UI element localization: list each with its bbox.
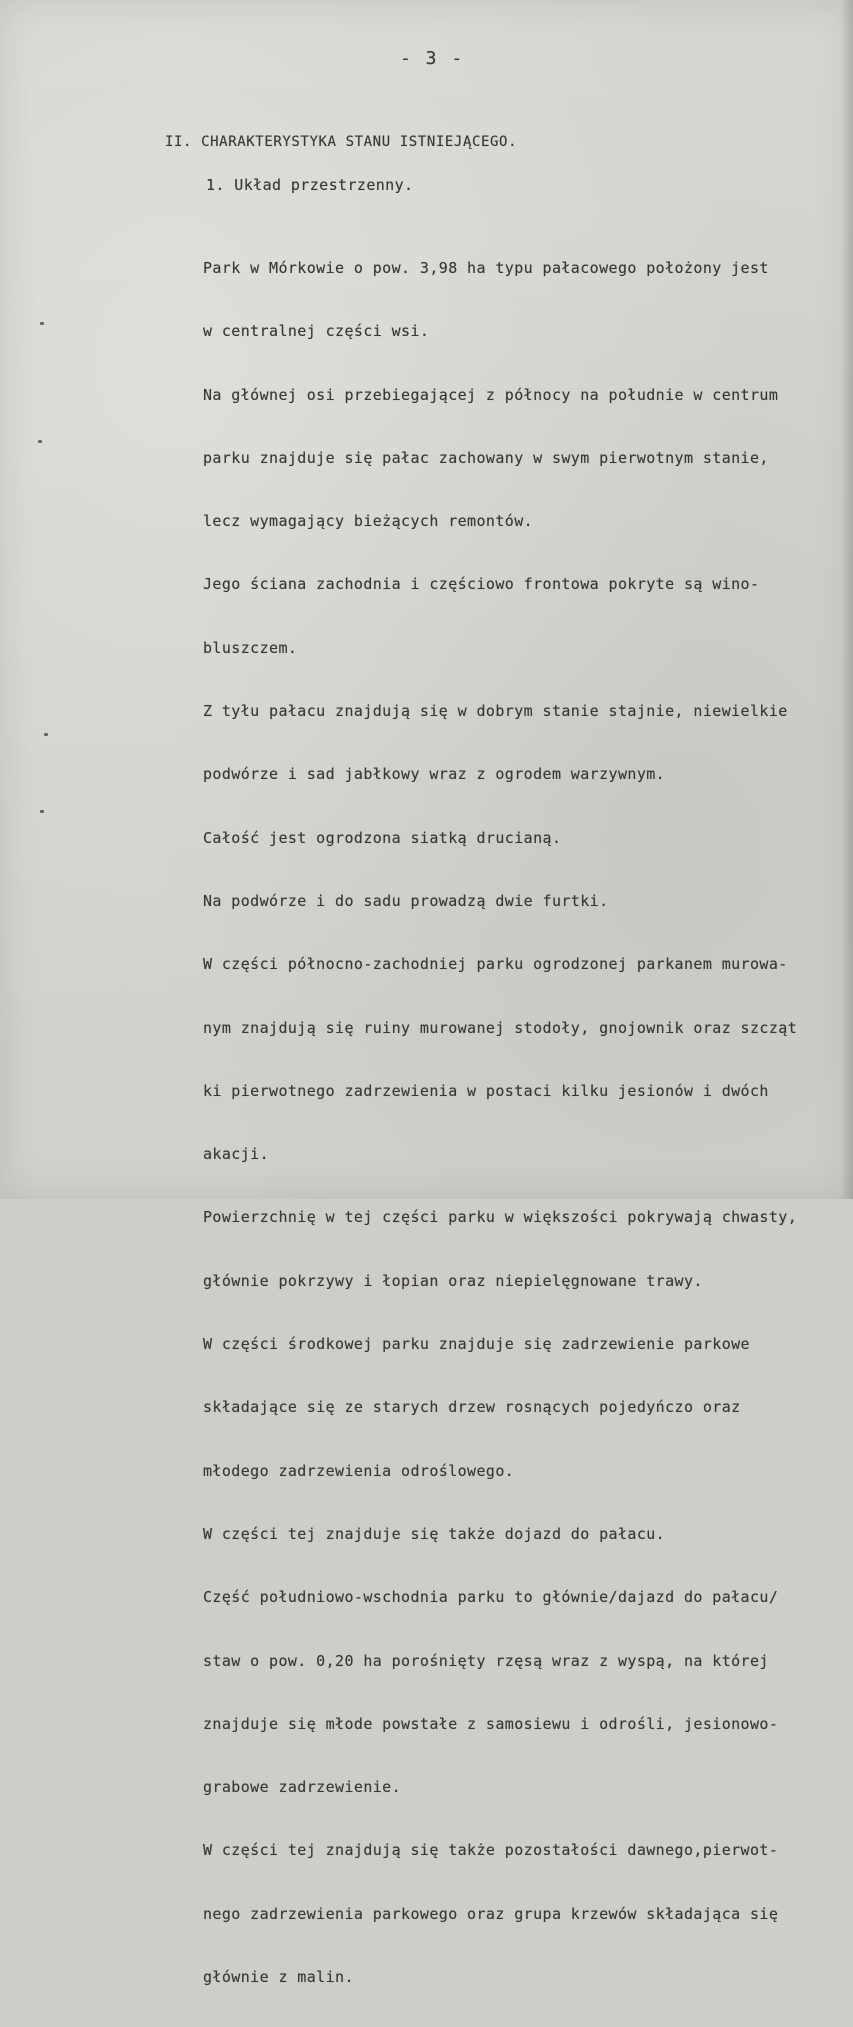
- body-line: Na głównej osi przebiegającej z północy na południe w centrum: [203, 385, 779, 404]
- body-line: Jego ściana zachodnia i częściowo frontowa pokryte są wino-: [203, 575, 760, 594]
- body-line: ki pierwotnego zadrzewienia w postaci kilku jesionów i dwóch: [203, 1081, 769, 1100]
- body-line: W części środkowej parku znajduje się zadrzewienie parkowe: [203, 1335, 750, 1354]
- body-line: bluszczem.: [203, 638, 298, 657]
- body-line: nym znajdują się ruiny murowanej stodoły, gnojownik oraz szcząt: [203, 1018, 798, 1037]
- margin-speck: [38, 440, 42, 443]
- body-line: W części północno-zachodniej parku ogrodzonej parkanem murowa-: [203, 955, 788, 974]
- body-line: w centralnej części wsi.: [203, 322, 430, 341]
- body-line: akacji.: [203, 1145, 270, 1164]
- body-line: staw o pow. 0,20 ha porośnięty rzęsą wraz z wyspą, na której: [203, 1651, 769, 1670]
- body-text: [203, 219, 853, 2027]
- body-line: głównie pokrzywy i łopian oraz niepielęgnowane trawy.: [203, 1271, 703, 1290]
- body-line: Na podwórze i do sadu prowadzą dwie furtki.: [203, 891, 609, 910]
- body-line: nego zadrzewienia parkowego oraz grupa krzewów składająca się: [203, 1904, 779, 1923]
- body-line: głównie z malin.: [203, 1968, 354, 1987]
- margin-speck: [44, 733, 48, 736]
- body-line: lecz wymagający bieżących remontów.: [203, 512, 534, 531]
- body-line: podwórze i sad jabłkowy wraz z ogrodem warzywnym.: [203, 765, 666, 784]
- margin-speck: [40, 322, 44, 325]
- body-line: W części tej znajduje się także dojazd do pałacu.: [203, 1524, 666, 1543]
- body-line: składające się ze starych drzew rosnących pojedyńczo oraz: [203, 1398, 741, 1417]
- body-line: Park w Mórkowie o pow. 3,98 ha typu pałacowego położony jest: [203, 259, 769, 277]
- body-line: Część południowo-wschodnia parku to głównie/dajazd do pałacu/: [203, 1588, 779, 1607]
- body-line: Powierzchnię w tej części parku w większości pokrywają chwasty,: [203, 1208, 798, 1227]
- body-line: grabowe zadrzewienie.: [203, 1778, 402, 1797]
- body-line: W części tej znajdują się także pozostałości dawnego,pierwot-: [203, 1841, 779, 1860]
- body-line: Z tyłu pałacu znajdują się w dobrym stanie stajnie, niewielkie: [203, 702, 788, 721]
- section-title: II. CHARAKTERYSTYKA STANU ISTNIEJĄCEGO.: [165, 134, 518, 150]
- body-line: parku znajduje się pałac zachowany w swym pierwotnym stanie,: [203, 448, 769, 467]
- margin-speck: [40, 810, 44, 813]
- body-line: Całość jest ogrodzona siatką drucianą.: [203, 828, 562, 847]
- subsection-title: 1. Układ przestrzenny.: [206, 176, 414, 194]
- page-number: - 3 -: [400, 48, 465, 69]
- body-line: znajduje się młode powstałe z samosiewu i odrośli, jesionowo-: [203, 1714, 779, 1733]
- body-line: młodego zadrzewienia odroślowego.: [203, 1461, 515, 1480]
